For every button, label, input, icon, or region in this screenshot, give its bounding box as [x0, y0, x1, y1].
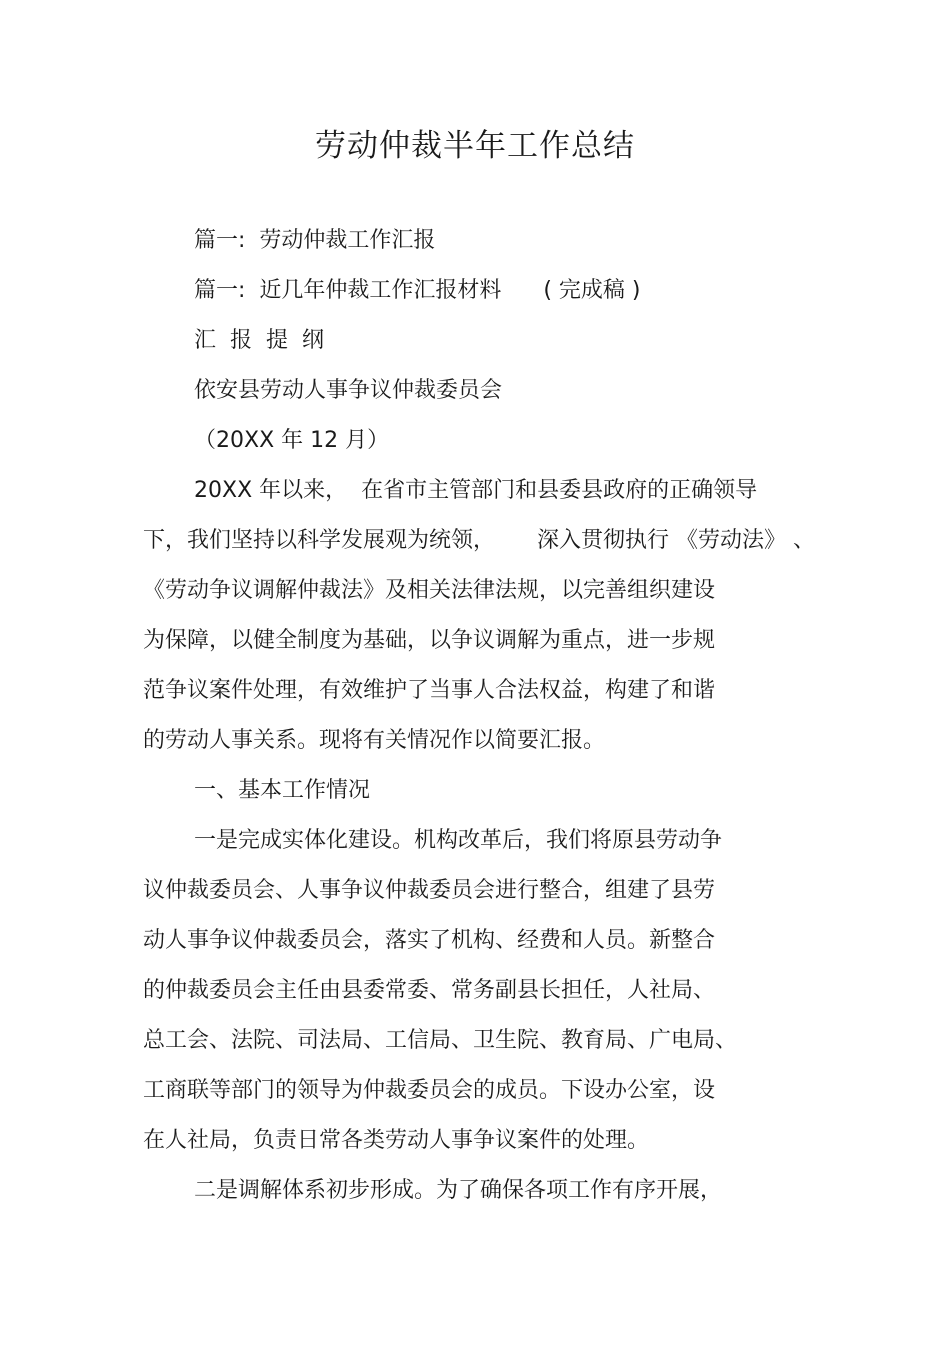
text-line: 总工会、法院、司法局、工信局、卫生院、教育局、广电局、: [143, 1028, 738, 1053]
text-line: 20XX 年以来， 在省市主管部门和县委县政府的正确领导: [194, 478, 758, 503]
text-line: 《劳动争议调解仲裁法》及相关法律法规，以完善组织建设: [143, 578, 716, 603]
text-line: 工商联等部门的领导为仲裁委员会的成员。下设办公室，设: [143, 1078, 716, 1103]
document-title: 劳动仲裁半年工作总结: [315, 128, 635, 164]
text-line: 的仲裁委员会主任由县委常委、常务副县长担任，人社局、: [143, 978, 716, 1003]
text-line: 动人事争议仲裁委员会，落实了机构、经费和人员。新整合: [143, 928, 716, 953]
text-line: 的劳动人事关系。现将有关情况作以简要汇报。: [143, 728, 606, 753]
text-line: 范争议案件处理，有效维护了当事人合法权益，构建了和谐: [143, 678, 716, 703]
text-line: 篇一: 近几年仲裁工作汇报材料 ( 完成稿 ): [194, 278, 641, 303]
text-line: 依安县劳动人事争议仲裁委员会: [194, 378, 503, 403]
text-line: 为保障，以健全制度为基础，以争议调解为重点，进一步规: [143, 628, 716, 653]
text-line: （20XX 年 12 月）: [194, 428, 390, 453]
text-line: 汇 报 提 纲: [194, 328, 324, 353]
text-line: 一、基本工作情况: [194, 778, 371, 803]
text-line: 篇一: 劳动仲裁工作汇报: [194, 228, 436, 253]
text-line: 在人社局，负责日常各类劳动人事争议案件的处理。: [143, 1128, 650, 1153]
text-line: 二是调解体系初步形成。为了确保各项工作有序开展，: [194, 1178, 723, 1203]
text-line: 议仲裁委员会、人事争议仲裁委员会进行整合，组建了县劳: [143, 878, 716, 903]
text-line: 一是完成实体化建设。机构改革后，我们将原县劳动争: [194, 828, 723, 853]
text-line: 下，我们坚持以科学发展观为统领， 深入贯彻执行 《劳动法》 、: [143, 528, 815, 553]
